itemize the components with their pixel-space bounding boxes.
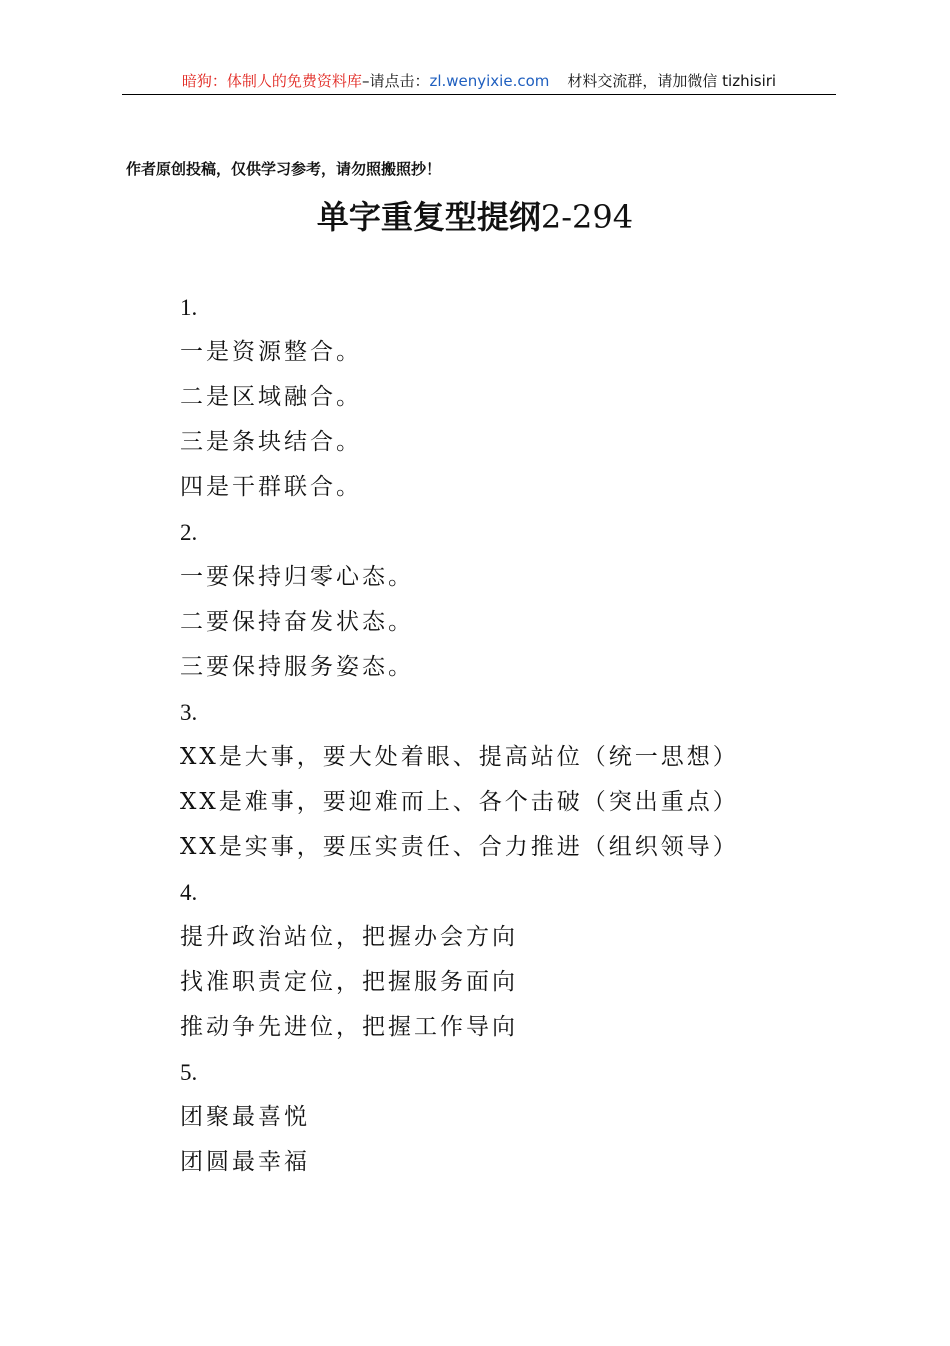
section-number: 2. [180,520,198,545]
outline-line: 二要保持奋发状态。 [180,609,414,635]
outline-line: 三是条块结合。 [180,429,362,455]
outline-content [180,285,820,1185]
page-title [0,192,950,238]
outline-line: 二是区域融合。 [180,384,362,410]
outline-line: 团圆最幸福 [180,1149,310,1175]
section-number: 4. [180,880,198,905]
title-text: 单字重复型提纲 [316,198,541,236]
outline-line: 三要保持服务姿态。 [180,654,414,680]
outline-line: 四是干群联合。 [180,474,362,500]
outline-line: XX是大事，要大处着眼、提高站位（统一思想） [180,744,739,770]
section-number: 5. [180,1060,198,1085]
click-prefix: –请点击： [361,72,430,90]
outline-line: 找准职责定位，把握服务面向 [180,969,518,995]
section-number: 3. [180,700,198,725]
outline-line: XX是实事，要压实责任、合力推进（组织领导） [180,834,739,860]
outline-line: 一要保持归零心态。 [180,564,414,590]
section-number: 1. [180,295,198,320]
outline-line: 提升政治站位，把握办会方向 [180,924,518,950]
contact-text: 材料交流群，请加微信 tizhisiri [567,72,777,90]
outline-line: 团聚最喜悦 [180,1104,310,1130]
site-link[interactable]: zl.wenyixie.com [429,72,550,90]
title-code: 2-294 [540,198,634,236]
outline-line: 一是资源整合。 [180,339,362,365]
copyright-notice: 作者原创投稿，仅供学习参考，请勿照搬照抄！ [126,160,442,178]
page-header [122,68,836,95]
outline-line: 推动争先进位，把握工作导向 [180,1014,518,1040]
outline-line: XX是难事，要迎难而上、各个击破（突出重点） [180,789,739,815]
brand-text: 暗狗：体制人的免费资料库 [181,72,362,90]
